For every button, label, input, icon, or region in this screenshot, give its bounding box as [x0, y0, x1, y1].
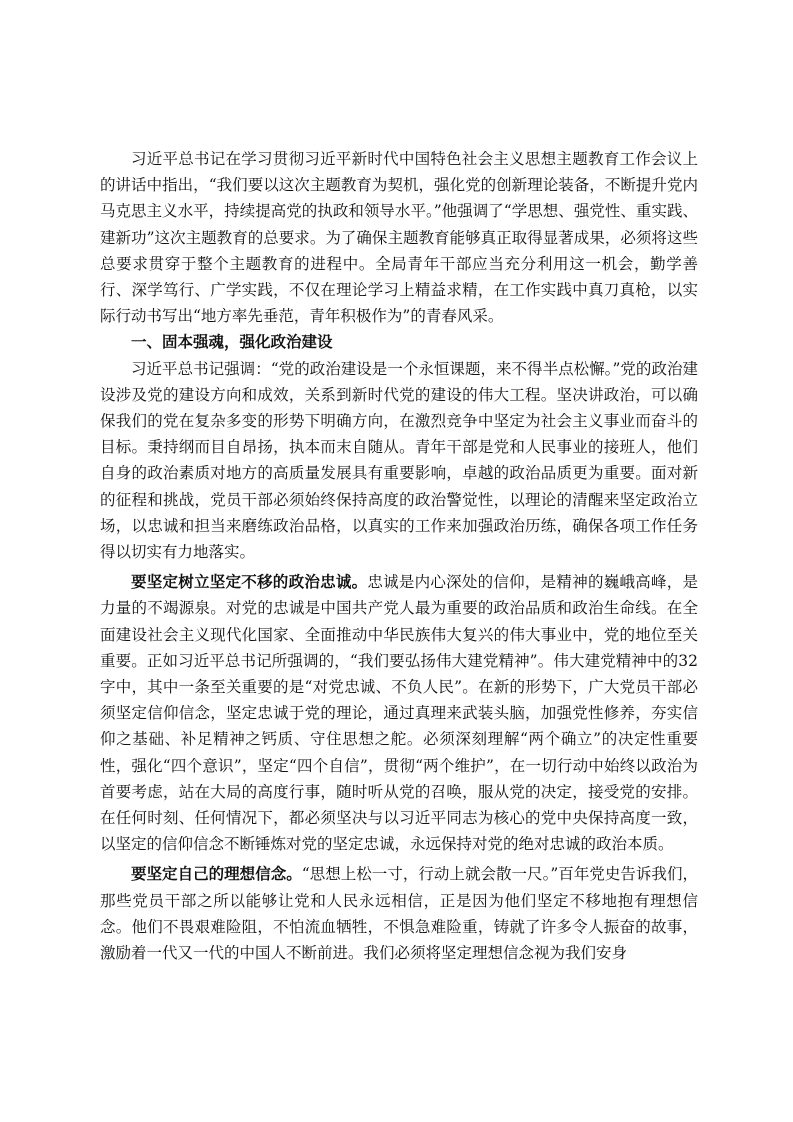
ideal-text: “思想上松一寸，行动上就会散一尺。”百年党史告诉我们，那些党员干部之所以能够让党和人民永远相信，正是因为他们坚定不移地抱有理想信念。他们不畏艰难险阻，不怕流血牺牲，不惧急难险重，铸就了许多令人振奋的故事，激励着一代又一代的中国人不断前进。我们必须将坚定理想信念视为我们安身: [100, 865, 698, 963]
intro-paragraph: 习近平总书记在学习贯彻习近平新时代中国特色社会主义思想主题教育工作会议上的讲话中指出，“我们要以这次主题教育为契机，强化党的创新理论装备，不断提升党内马克思主义水平，持续提高党的执政和领导水平。”他强调了“学思想、强党性、重实践、建新功”这次主题教育的总要求。为了确保主题教育能够真正取得显著成果，必须将这些总要求贯穿于整个主题教育的进程中。全局青年干部应当充分利用这一机会，勤学善行、深学笃行、广学实践，不仅在理论学习上精益求精，在工作实践中真刀真枪，以实际行动书写出“地方率先垂范，青年积极作为”的青春风采。: [100, 150, 698, 326]
loyalty-lead: 要坚定树立坚定不移的政治忠诚。: [131, 572, 368, 592]
loyalty-paragraph: [100, 569, 698, 857]
loyalty-text: 忠诚是内心深处的信仰，是精神的巍峨高峰，是力量的不竭源泉。对党的忠诚是中国共产党人最为重要的政治品质和政治生命线。在全面建设社会主义现代化国家、全面推动中华民族伟大复兴的伟大事业中，党的地位至关重要。正如习近平总书记所强调的，“我们要弘扬伟大建党精神”。伟大建党精神中的32字中，其中一条至关重要的是“对党忠诚、不负人民”。在新的形势下，广大党员干部必须坚定信仰信念，坚定忠诚于党的理论，通过真理来武装头脑，加强党性修养，夯实信仰之基础、补足精神之钙质、守住思想之舵。必须深刻理解“两个确立”的决定性重要性，强化“四个意识”，坚定“四个自信”，贯彻“两个维护”，在一切行动中始终以政治为首要考虑，站在大局的高度行事，随时听从党的召唤，服从党的决定，接受党的安排。在任何时刻、任何情况下，都必须坚决与以习近平同志为核心的党中央保持高度一致，以坚定的信仰信念不断锤炼对党的坚定忠诚，永远保持对党的绝对忠诚的政治本质。: [100, 573, 698, 854]
ideal-lead: 要坚定自己的理想信念。: [131, 864, 302, 884]
document-body: [100, 146, 698, 966]
ideal-paragraph: [100, 861, 698, 966]
section-heading: 一、固本强魂，强化政治建设: [131, 332, 333, 352]
section-paragraph: 习近平总书记强调：“党的政治建设是一个永恒课题，来不得半点松懈。”党的政治建设涉及党的建设方向和成效，关系到新时代党的建设的伟大工程。坚决讲政治，可以确保我们的党在复杂多变的形势下明确方向，在激烈竞争中坚定为社会主义事业而奋斗的目标。秉持纲而目自昂扬，执本而末自随从。青年干部是党和人民事业的接班人，他们自身的政治素质对地方的高质量发展具有重要影响，卓越的政治品质更为重要。面对新的征程和挑战，党员干部必须始终保持高度的政治警觉性，以理论的清醒来坚定政治立场，以忠诚和担当来磨练政治品格，以真实的工作来加强政治历练，确保各项工作任务得以切实有力地落实。: [100, 359, 698, 562]
